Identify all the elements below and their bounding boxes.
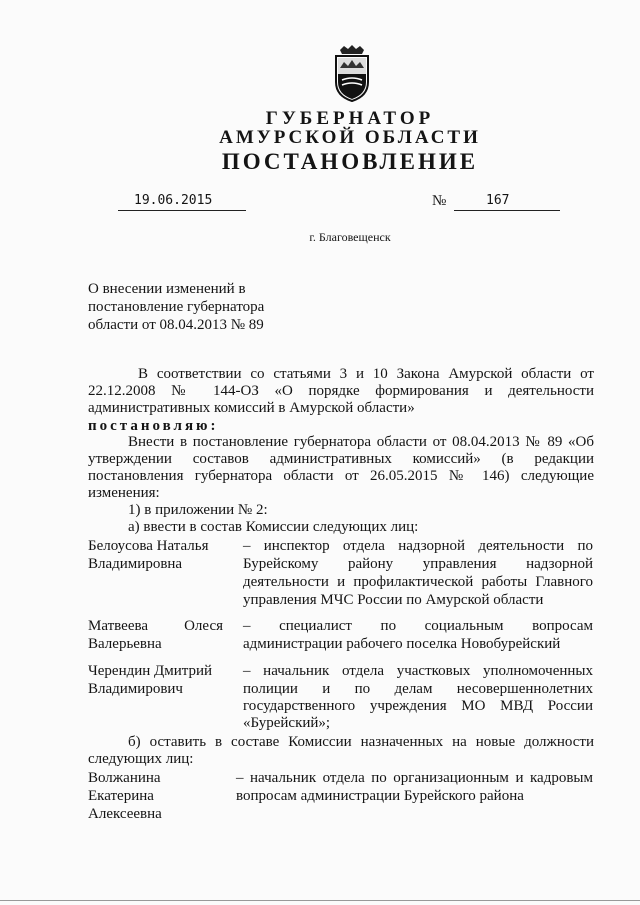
title-line: О внесении изменений в — [88, 281, 246, 297]
document-number: 167 — [486, 193, 510, 208]
member-role-line: «Бурейский»; — [243, 715, 331, 731]
header-doc-type: ПОСТАНОВЛЕНИЕ — [221, 149, 479, 174]
document-date: 19.06.2015 — [134, 193, 213, 208]
coat-of-arms-emblem — [330, 44, 374, 102]
item-1b: следующих лиц: — [88, 751, 194, 767]
body-line: изменения: — [88, 485, 160, 501]
resolve-word: постановляю: — [88, 418, 219, 434]
member-role-line: государственного учреждения МО МВД России — [243, 698, 593, 714]
body-line: В соответствии со статьями 3 и 10 Закона Амурской области от — [138, 366, 594, 382]
title-line: области от 08.04.2013 № 89 — [88, 317, 264, 333]
page-bottom-edge — [0, 900, 640, 901]
member-name: Владимирович — [88, 681, 183, 697]
member-role-line: Бурейскому району управления надзорной — [243, 556, 593, 572]
item-1a: а) ввести в состав Комиссии следующих лиц: — [128, 519, 419, 535]
member-role-line: управления МЧС России по Амурской области — [243, 592, 544, 608]
member-role-line: администрации рабочего поселка Новобурейский — [243, 636, 561, 652]
member-name: Валерьевна — [88, 636, 162, 652]
member-role-line: – начальник отдела по организационным и кадровым — [236, 770, 593, 786]
header-region: АМУРСКОЙ ОБЛАСТИ — [219, 127, 481, 148]
header-governor: ГУБЕРНАТОР — [265, 108, 435, 129]
member-name: Екатерина — [88, 788, 154, 804]
member-role-line: полиции и по делам несовершеннолетних — [243, 681, 593, 697]
member-role-line: – специалист по социальным вопросам — [243, 618, 593, 634]
member-name: Черендин Дмитрий — [88, 663, 213, 679]
member-role-line: – начальник отдела участковых уполномоченных — [243, 663, 593, 679]
member-name: Белоусова Наталья — [88, 538, 209, 554]
title-line: постановление губернатора — [88, 299, 265, 315]
member-name: Матвеева Олеся — [88, 618, 223, 634]
document-title — [88, 280, 318, 334]
item-1: 1) в приложении № 2: — [128, 502, 268, 518]
member-name: Волжанина — [88, 770, 161, 786]
member-name: Владимировна — [88, 556, 183, 572]
body-line: постановления губернатора области от 26.05.2015 № 146) следующие — [88, 468, 594, 484]
member-name: Алексеевна — [88, 806, 162, 822]
item-1b: б) оставить в составе Комиссии назначенных на новые должности — [128, 734, 594, 750]
member-role-line: деятельности и профилактической работы Главного — [243, 574, 593, 590]
body-line: 22.12.2008 № 144-ОЗ «О порядке формирования и деятельности — [88, 383, 594, 399]
body-line: административных комиссий в Амурской области» — [88, 400, 415, 416]
number-sign: № — [432, 193, 447, 209]
body-line: Внести в постановление губернатора области от 08.04.2013 № 89 «Об — [128, 434, 594, 450]
body-line: утверждении составов административных комиссий» (в редакции — [88, 451, 594, 467]
city-name: г. Благовещенск — [309, 230, 391, 244]
member-role-line: вопросам администрации Бурейского района — [236, 788, 524, 804]
member-role-line: – инспектор отдела надзорной деятельности по — [243, 538, 593, 554]
